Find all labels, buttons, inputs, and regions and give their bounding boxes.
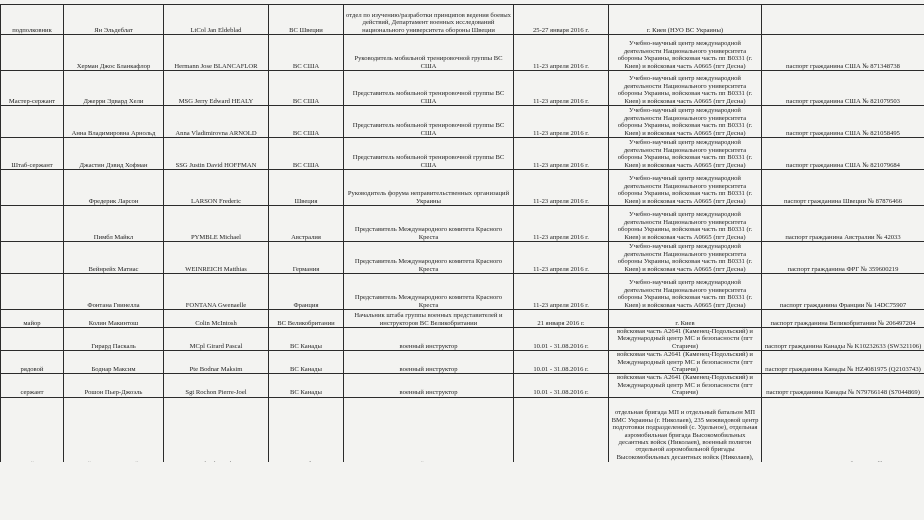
name-ru-cell: Фредерик Ларсон xyxy=(64,170,164,206)
table-row xyxy=(1,328,924,351)
name-latin-cell: Hermann Jose BLANCAFLOR xyxy=(164,35,269,71)
name-latin-cell: Anna Vladimirovna ARNOLD xyxy=(164,106,269,138)
name-latin-cell: LARSON Frederic xyxy=(164,170,269,206)
rank-cell xyxy=(1,170,64,206)
position-cell: военный инструктор xyxy=(344,374,514,397)
document-cell: паспорт гражданина Великобритании № 206497204 xyxy=(762,310,924,328)
name-latin-cell: FONTANA Gwenaelle xyxy=(164,274,269,310)
name-ru-cell: Боднар Максим xyxy=(64,351,164,374)
document-cell xyxy=(762,5,924,35)
table-row xyxy=(1,206,924,242)
document-cell: паспорт гражданина Канады № N79766148 (S7044869) xyxy=(762,374,924,397)
name-ru-cell: Гирард Паскаль xyxy=(64,328,164,351)
dates-cell: 11-23 апреля 2016 г. xyxy=(514,170,609,206)
dates-cell: 21 января 2016 г. xyxy=(514,310,609,328)
table-row xyxy=(1,397,924,469)
name-ru-cell: Вейнрейх Матиас xyxy=(64,242,164,274)
position-cell: военный инструктор xyxy=(344,351,514,374)
place-cell: Учебно-научный центр международной деятельности Национального университета обороны Украины, войсковая часть пп В0331 (г. Киев) и войсковая часть А0665 (пгт Десна) xyxy=(609,242,762,274)
position-cell: Представитель мобильной тренировочной группы ВС США xyxy=(344,71,514,106)
name-latin-cell xyxy=(164,397,269,469)
name-latin-cell: WEINREICH Matthias xyxy=(164,242,269,274)
place-cell: Учебно-научный центр международной деятельности Национального университета обороны Украины, войсковая часть пп В0331 (г. Киев) и войсковая часть А0665 (пгт Десна) xyxy=(609,170,762,206)
place-cell: Учебно-научный центр международной деятельности Национального университета обороны Украины, войсковая часть пп В0331 (г. Киев) и войсковая часть А0665 (пгт Десна) xyxy=(609,106,762,138)
position-cell: отдел по изучению/разработки принципов ведения боевых действий, Департамент военных исследований национального университета обороны Швеции xyxy=(344,5,514,35)
rank-cell xyxy=(1,206,64,242)
rank-cell xyxy=(1,397,64,469)
dates-cell: 11-23 апреля 2016 г. xyxy=(514,242,609,274)
place-cell: Учебно-научный центр международной деятельности Национального университета обороны Украины, войсковая часть пп В0331 (г. Киев) и войсковая часть А0665 (пгт Десна) xyxy=(609,35,762,71)
place-cell: Учебно-научный центр международной деятельности Национального университета обороны Украины, войсковая часть пп В0331 (г. Киев) и войсковая часть А0665 (пгт Десна) xyxy=(609,71,762,106)
document-cell: паспорт гражданина Франции № 14DC75907 xyxy=(762,274,924,310)
dates-cell xyxy=(514,397,609,469)
dates-cell: 10.01 - 31.08.2016 г. xyxy=(514,351,609,374)
place-cell: отдельная бригада МП и отдельный батальон МП ВМС Украины (г. Николаев), 235 межвидовой центр подготовки подразделений (с. Удельное), отдельная аэромобильная бригада Высокомобильных десантных войск (Николаев), военный полигон отдельной аэромобильной бригады Высокомобильных десантных войск (Николаев), xyxy=(609,397,762,469)
document-cell: паспорт гражданина США № 821058495 xyxy=(762,106,924,138)
position-cell: Представитель мобильной тренировочной группы ВС США xyxy=(344,138,514,170)
rank-cell xyxy=(1,242,64,274)
rank-cell: сержант xyxy=(1,374,64,397)
rank-cell: майор xyxy=(1,310,64,328)
name-latin-cell: MCpl Girard Pascal xyxy=(164,328,269,351)
dates-cell: 11-23 апреля 2016 г. xyxy=(514,106,609,138)
country-cell: Германия xyxy=(269,242,344,274)
personnel-table xyxy=(0,4,924,470)
position-cell: Представитель Международного комитета Красного Креста xyxy=(344,242,514,274)
country-cell: ВС США xyxy=(269,138,344,170)
name-latin-cell: Pte Bodnar Maksim xyxy=(164,351,269,374)
table-row xyxy=(1,35,924,71)
name-ru-cell: Анна Владимировна Арнольд xyxy=(64,106,164,138)
position-cell: Представитель Международного комитета Красного Креста xyxy=(344,206,514,242)
name-ru-cell: Рошон Пьер-Джоэль xyxy=(64,374,164,397)
document-cell: паспорт гражданина США № 821079684 xyxy=(762,138,924,170)
dates-cell: 11-23 апреля 2016 г. xyxy=(514,71,609,106)
document-cell: паспорт гражданина Канады № K10232633 (SW321106) xyxy=(762,328,924,351)
table-row xyxy=(1,310,924,328)
rank-cell: подполковник xyxy=(1,5,64,35)
country-cell: ВС Великобритании xyxy=(269,310,344,328)
dates-cell: 25-27 января 2016 г. xyxy=(514,5,609,35)
rank-cell xyxy=(1,35,64,71)
country-cell: ВС Канады xyxy=(269,351,344,374)
place-cell: Учебно-научный центр международной деятельности Национального университета обороны Украины, войсковая часть пп В0331 (г. Киев) и войсковая часть А0665 (пгт Десна) xyxy=(609,206,762,242)
dates-cell: 11-23 апреля 2016 г. xyxy=(514,274,609,310)
dates-cell: 11-23 апреля 2016 г. xyxy=(514,206,609,242)
name-ru-cell: Джерри Эдвард Хели xyxy=(64,71,164,106)
place-cell: войсковая часть А2641 (Каменец-Подольский) и Международный центр МС и безопасности (пгт Старичи) xyxy=(609,351,762,374)
position-cell: Руководитель форума неправительственных организаций Украины xyxy=(344,170,514,206)
table-row xyxy=(1,242,924,274)
country-cell: ВС США xyxy=(269,71,344,106)
country-cell: Австралия xyxy=(269,206,344,242)
dates-cell: 10.01 - 31.08.2016 г. xyxy=(514,328,609,351)
position-cell: Начальник штаба группы военных представителей и инструкторов ВС Великобритании xyxy=(344,310,514,328)
country-cell: ВС США xyxy=(269,35,344,71)
rank-cell: рядовой xyxy=(1,351,64,374)
dates-cell: 10.01 - 31.08.2016 г. xyxy=(514,374,609,397)
name-ru-cell: Колин Макинтош xyxy=(64,310,164,328)
document-cell: паспорт гражданина Швеции № 87876466 xyxy=(762,170,924,206)
country-cell: ВС Канады xyxy=(269,374,344,397)
country-cell xyxy=(269,397,344,469)
place-cell: войсковая часть А2641 (Каменец-Подольский) и Международный центр МС и безопасности (пгт Старичи) xyxy=(609,328,762,351)
country-cell: Швеция xyxy=(269,170,344,206)
name-latin-cell: MSG Jerry Edward HEALY xyxy=(164,71,269,106)
table-row xyxy=(1,274,924,310)
position-cell: Представитель Международного комитета Красного Креста xyxy=(344,274,514,310)
table-row xyxy=(1,106,924,138)
dates-cell: 11-23 апреля 2016 г. xyxy=(514,35,609,71)
name-ru-cell: Херман Джос Бланкафлор xyxy=(64,35,164,71)
place-cell: г. Киев xyxy=(609,310,762,328)
position-cell: Представитель мобильной тренировочной группы ВС США xyxy=(344,106,514,138)
rank-cell xyxy=(1,328,64,351)
table-row xyxy=(1,71,924,106)
rank-cell: Штаб-сержант xyxy=(1,138,64,170)
table-row xyxy=(1,351,924,374)
place-cell: войсковая часть А2641 (Каменец-Подольский) и Международный центр МС и безопасности (пгт Старичи) xyxy=(609,374,762,397)
blank-page-margin xyxy=(0,462,924,520)
document-cell: паспорт гражданина США № 821079503 xyxy=(762,71,924,106)
table-row xyxy=(1,170,924,206)
position-cell xyxy=(344,397,514,469)
dates-cell: 11-23 апреля 2016 г. xyxy=(514,138,609,170)
name-ru-cell: Джастин Дэвид Хофман xyxy=(64,138,164,170)
document-cell: паспорт гражданина Австралии № 42033 xyxy=(762,206,924,242)
place-cell: г. Киев (НУО ВС Украины) xyxy=(609,5,762,35)
place-cell: Учебно-научный центр международной деятельности Национального университета обороны Украины, войсковая часть пп В0331 (г. Киев) и войсковая часть А0665 (пгт Десна) xyxy=(609,138,762,170)
position-cell: военный инструктор xyxy=(344,328,514,351)
name-ru-cell xyxy=(64,397,164,469)
country-cell: ВС США xyxy=(269,106,344,138)
name-ru-cell: Фонтана Гвинелла xyxy=(64,274,164,310)
name-ru-cell: Пимбл Майкл xyxy=(64,206,164,242)
table-row xyxy=(1,374,924,397)
table-row xyxy=(1,5,924,35)
country-cell: ВС Канады xyxy=(269,328,344,351)
name-latin-cell: SSG Justin David HOFFMAN xyxy=(164,138,269,170)
name-ru-cell: Ян Эльдеблат xyxy=(64,5,164,35)
name-latin-cell: PYMBLE Michael xyxy=(164,206,269,242)
country-cell: Франция xyxy=(269,274,344,310)
rank-cell xyxy=(1,106,64,138)
document-cell: паспорт гражданина США № 871348738 xyxy=(762,35,924,71)
rank-cell: Мастер-сержант xyxy=(1,71,64,106)
document-cell: паспорт гражданина Канады № HZ4081975 (Q2103743) xyxy=(762,351,924,374)
name-latin-cell: Colin McIntosh xyxy=(164,310,269,328)
document-cell: паспорт гражданина ФРГ № 359600219 xyxy=(762,242,924,274)
document-cell xyxy=(762,397,924,469)
position-cell: Руководитель мобильной тренировочной группы ВС США xyxy=(344,35,514,71)
name-latin-cell: Sgt Rochon Pierre-Joel xyxy=(164,374,269,397)
rank-cell xyxy=(1,274,64,310)
name-latin-cell: LtCol Jan Eldeblad xyxy=(164,5,269,35)
country-cell: ВС Швеции xyxy=(269,5,344,35)
table-row xyxy=(1,138,924,170)
place-cell: Учебно-научный центр международной деятельности Национального университета обороны Украины, войсковая часть пп В0331 (г. Киев) и войсковая часть А0665 (пгт Десна) xyxy=(609,274,762,310)
